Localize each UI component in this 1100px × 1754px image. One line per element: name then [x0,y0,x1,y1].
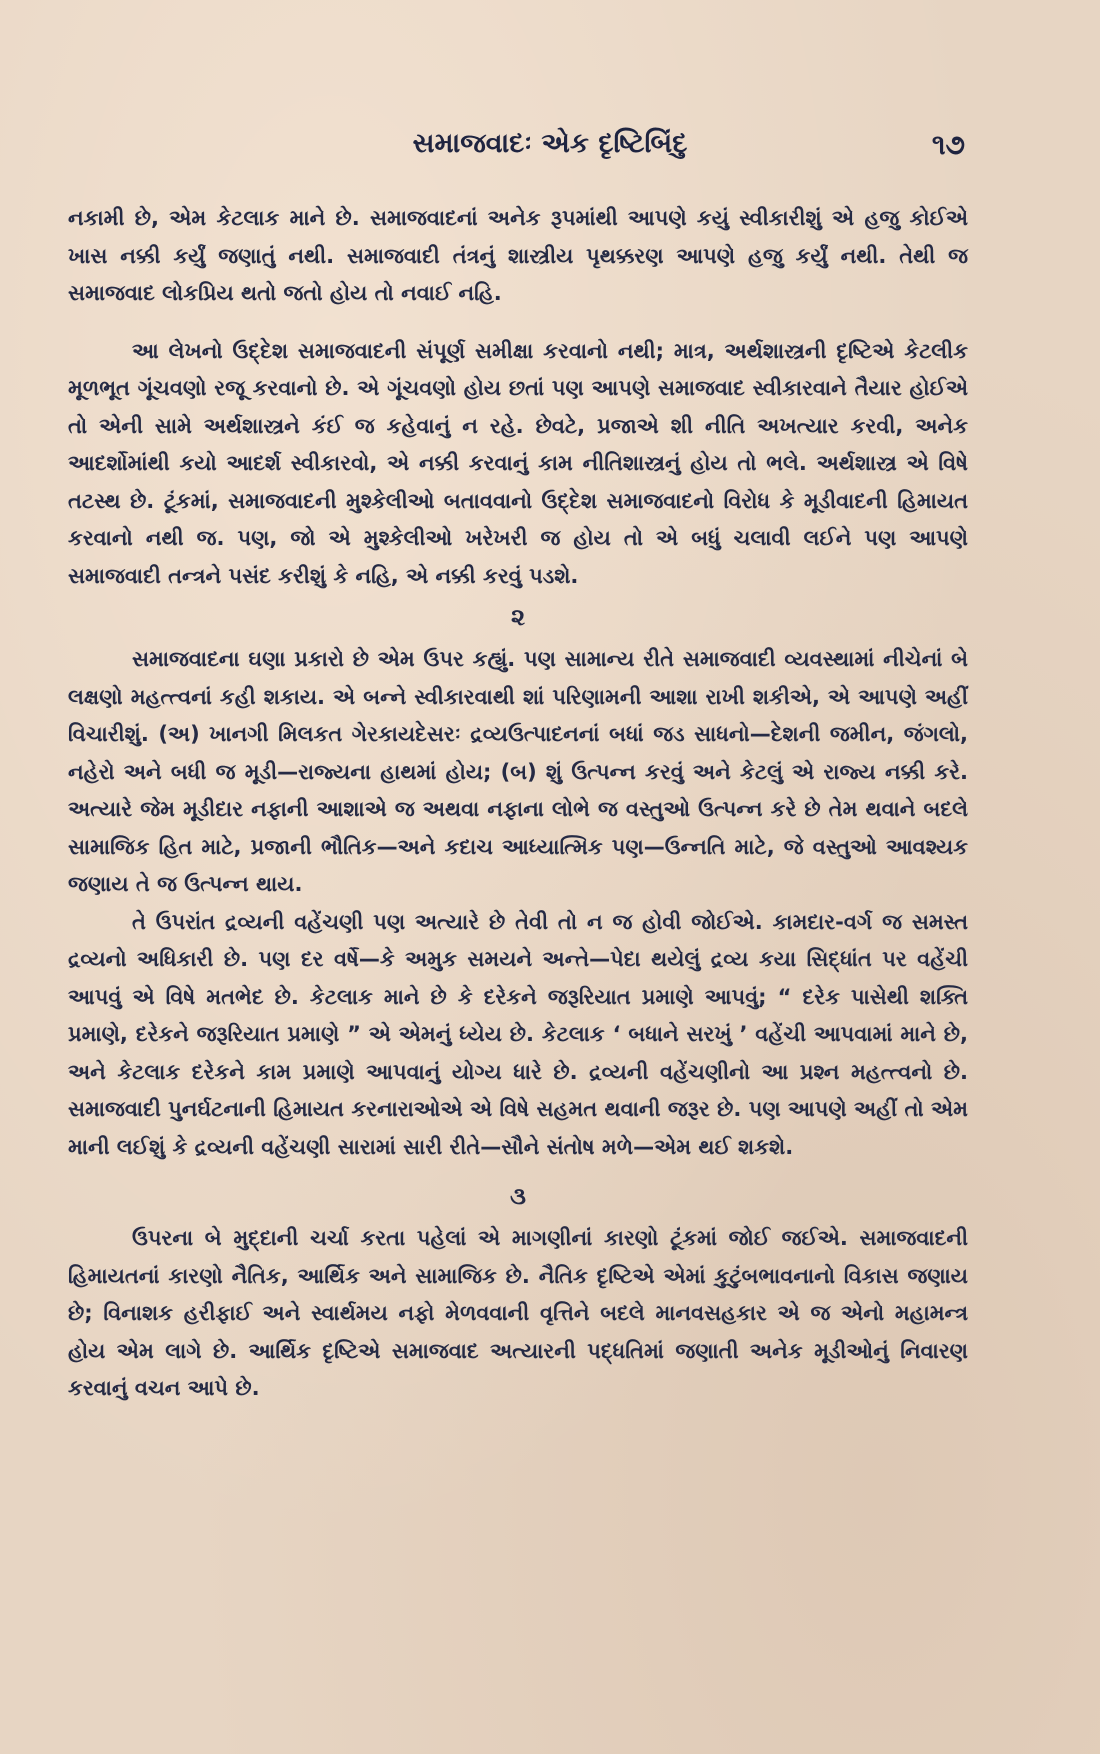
running-title: સમાજવાદઃ એક દૃષ્ટિબિંદુ [412,128,688,159]
section-number: ૨ [510,603,526,631]
paragraph: ઉપરના બે મુદ્દાની ચર્ચા કરતા પહેલાં એ માગણીનાં કારણો ટૂંકમાં જોઈ જઈએ. સમાજવાદની હિમાયતનાં કારણો નૈતિક, આર્થિક અને સામાજિક છે. નૈતિક દૃષ્ટિએ એમાં કુટુંબભાવનાનો વિકાસ જણાય છે; વિનાશક હરીફાઈ અને સ્વાર્થમય નફો મેળવવાની વૃત્તિને બદલે માનવસહકાર એ જ એનો મહામન્ત્ર હોય એમ લાગે છે. આર્થિક દૃષ્ટિએ સમાજવાદ અત્યારની પદ્ધતિમાં જણાતી અનેક મૂડીઓનું નિવારણ કરવાનું વચન આપે છે. [68,1226,968,1400]
paragraph: સમાજવાદના ઘણા પ્રકારો છે એમ ઉપર કહ્યું. પણ સામાન્ય રીતે સમાજવાદી વ્યવસ્થામાં નીચેનાં બે લક્ષણો મહત્ત્વનાં કહી શકાય. એ બન્ને સ્વીકારવાથી શાં પરિણામની આશા રાખી શકીએ, એ આપણે અહીં વિચારીશું. (અ) ખાનગી મિલકત ગેરકાયદેસરઃ દ્રવ્યઉત્પાદનનાં બધાં જડ સાધનો—દેશની જમીન, જંગલો, નહેરો અને બધી જ મૂડી—રાજ્યના હાથમાં હોય; (બ) શું ઉત્પન્ન કરવું અને કેટલું એ રાજ્ય નક્કી કરે. અત્યારે જેમ મૂડીદાર નફાની આશાએ જ અથવા નફાના લોભે જ વસ્તુઓ ઉત્પન્ન કરે છે તેમ થવાને બદલે સામાજિક હિત માટે, પ્રજાની ભૌતિક—અને કદાચ આધ્યાત્મિક પણ—ઉન્નતિ માટે, જે વસ્તુઓ આવશ્યક જણાય તે જ ઉત્પન્ન થાય. [68,647,968,896]
paragraph: તે ઉપરાંત દ્રવ્યની વહેંચણી પણ અત્યારે છે તેવી તો ન જ હોવી જોઈએ. કામદાર-વર્ગ જ સમસ્ત દ્રવ્યનો અધિકારી છે. પણ દર વર્ષે—કે અમુક સમયને અન્તે—પેદા થયેલું દ્રવ્ય કયા સિદ્ધાંત પર વહેંચી આપવું એ વિષે મતભેદ છે. કેટલાક માને છે કે દરેકને જરૂરિયાત પ્રમાણે આપવું; “ દરેક પાસેથી શક્તિ પ્રમાણે, દરેકને જરૂરિયાત પ્રમાણે ” એ એમનું ધ્યેય છે. કેટલાક ‘ બધાને સરખું ’ વહેંચી આપવામાં માને છે, અને કેટલાક દરેકને કામ પ્રમાણે આપવાનું યોગ્ય ધારે છે. દ્રવ્યની વહેંચણીનો આ પ્રશ્ન મહત્ત્વનો છે. સમાજવાદી પુનર્ઘટનાની હિમાયત કરનારાઓએ એ વિષે સહમત થવાની જરૂર છે. પણ આપણે અહીં તો એમ માની લઈશું કે દ્રવ્યની વહેંચણી સારામાં સારી રીતે—સૌને સંતોષ મળે—એમ થઈ શકશે. [68,909,968,1159]
page-number: ૧૭ [931,128,965,161]
body-text [68,200,968,1408]
paragraph: નકામી છે, એમ કેટલાક માને છે. સમાજવાદનાં અનેક રૂપમાંથી આપણે કયું સ્વીકારીશું એ હજુ કોઈએ ખાસ નક્કી કર્યું જણાતું નથી. સમાજવાદી તંત્રનું શાસ્ત્રીય પૃથક્કરણ આપણે હજુ કર્યું નથી. તેથી જ સમાજવાદ લોકપ્રિય થતો જતો હોય તો નવાઈ નહિ. [68,206,968,305]
section-number: ૩ [510,1182,526,1210]
page-header [0,128,1100,168]
paragraph: આ લેખનો ઉદ્દેશ સમાજવાદની સંપૂર્ણ સમીક્ષા કરવાનો નથી; માત્ર, અર્થશાસ્ત્રની દૃષ્ટિએ કેટલીક મૂળભૂત ગૂંચવણો રજૂ કરવાનો છે. એ ગૂંચવણો હોય છતાં પણ આપણે સમાજવાદ સ્વીકારવાને તૈયાર હોઈએ તો એની સામે અર્થશાસ્ત્રને કંઈ જ કહેવાનું ન રહે. છેવટે, પ્રજાએ શી નીતિ અખત્યાર કરવી, અનેક આદર્શોમાંથી કયો આદર્શ સ્વીકારવો, એ નક્કી કરવાનું કામ નીતિશાસ્ત્રનું હોય તો ભલે. અર્થશાસ્ત્ર એ વિષે તટસ્થ છે. ટૂંકમાં, સમાજવાદની મુશ્કેલીઓ બતાવવાનો ઉદ્દેશ સમાજવાદનો વિરોધ કે મૂડીવાદની હિમાયત કરવાનો નથી જ. પણ, જો એ મુશ્કેલીઓ ખરેખરી જ હોય તો એ બધું ચલાવી લઈને પણ આપણે સમાજવાદી તન્ત્રને પસંદ કરીશું કે નહિ, એ નક્કી કરવું પડશે. [68,338,968,588]
